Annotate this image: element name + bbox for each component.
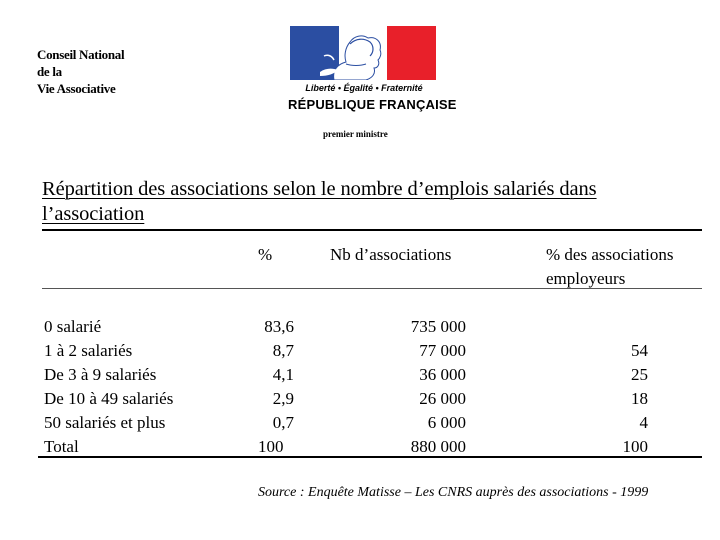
source-note: Source : Enquête Matisse – Les CNRS auprès des associations - 1999 <box>258 485 649 500</box>
row-labels <box>44 315 173 459</box>
row-label: 0 salarié <box>44 317 102 336</box>
employer-pct-cell: 4 <box>639 413 648 432</box>
employer-pct-cell: 25 <box>631 365 648 384</box>
row-label: 1 à 2 salariés <box>44 341 133 360</box>
logo-republique-francaise: RÉPUBLIQUE FRANÇAISE <box>288 97 457 112</box>
count-cell: 36 000 <box>419 365 466 384</box>
organization-line-3: Vie Associative <box>37 81 116 96</box>
employer-pct-cell: 100 <box>622 437 648 456</box>
row-label: De 3 à 9 salariés <box>44 365 157 384</box>
organization-line-1: Conseil National <box>37 47 125 62</box>
percent-cell: 2,9 <box>272 389 294 408</box>
organization-line-2: de la <box>37 64 62 79</box>
header-count: Nb d’associations <box>330 245 452 264</box>
republique-francaise-logo <box>288 24 457 116</box>
percent-cell: 100 <box>258 437 284 456</box>
count-cell: 26 000 <box>419 389 466 408</box>
row-label: De 10 à 49 salariés <box>44 389 174 408</box>
percent-column <box>256 315 294 459</box>
count-column <box>380 315 466 459</box>
header-employer-pct-2: employeurs <box>546 269 626 288</box>
table-bottom-rule <box>38 456 702 458</box>
count-cell: 735 000 <box>410 317 466 336</box>
title-rule <box>42 229 702 231</box>
percent-cell: 4,1 <box>272 365 294 384</box>
header-percent: % <box>258 245 273 264</box>
row-label: Total <box>44 437 79 456</box>
employer-pct-cell: 54 <box>631 341 648 360</box>
count-cell: 6 000 <box>427 413 466 432</box>
percent-cell: 0,7 <box>272 413 294 432</box>
row-label: 50 salariés et plus <box>44 413 166 432</box>
marianne-flag-icon <box>290 26 436 80</box>
header-employer-pct-1: % des associations <box>546 245 674 264</box>
percent-cell: 8,7 <box>272 341 294 360</box>
header-rule <box>42 288 702 289</box>
page-title: Répartition des associations selon le nombre d’emplois salariés dans l’association <box>42 178 597 225</box>
employer-pct-cell: 18 <box>631 389 648 408</box>
employer-pct-column <box>600 315 648 459</box>
premier-ministre-label: premier ministre <box>323 129 388 139</box>
count-cell: 77 000 <box>419 341 466 360</box>
organization-name <box>37 46 124 97</box>
logo-motto: Liberté • Égalité • Fraternité <box>305 83 423 93</box>
employer-pct-cell <box>600 315 648 339</box>
count-cell: 880 000 <box>410 437 466 456</box>
percent-cell: 83,6 <box>264 317 294 336</box>
